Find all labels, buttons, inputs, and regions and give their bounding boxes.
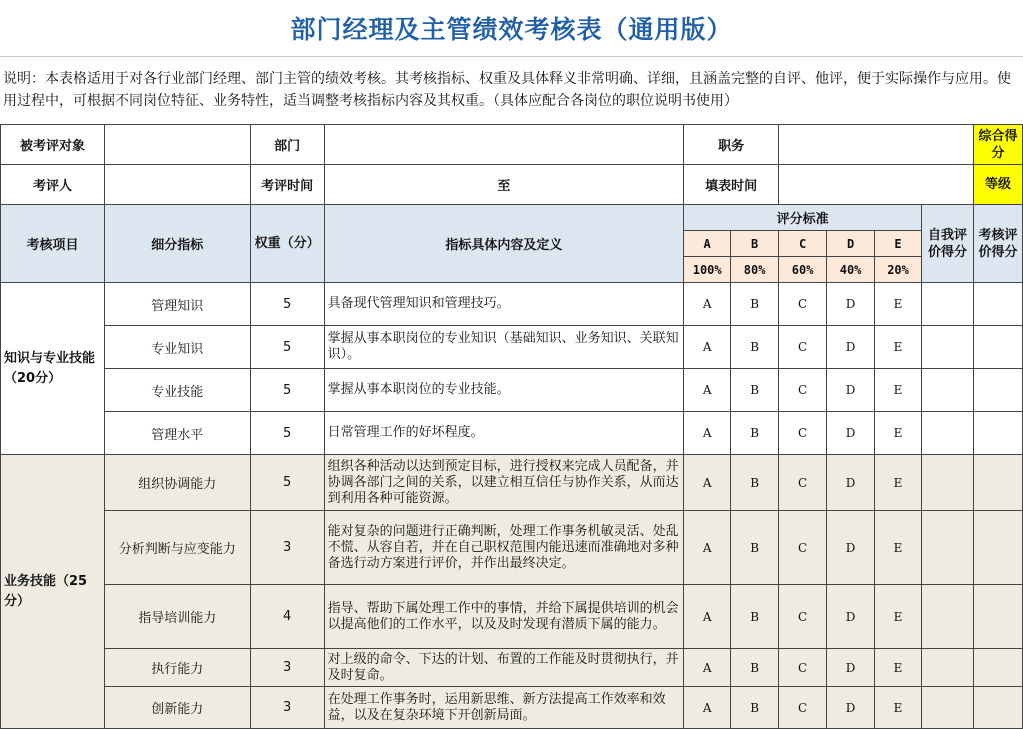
grade-option-a[interactable]: A (684, 649, 731, 687)
evaluator-input-cell[interactable] (104, 165, 250, 205)
eval-time-label: 考评时间 (250, 165, 324, 205)
grade-option-a[interactable]: A (684, 412, 731, 455)
header-definition: 指标具体内容及定义 (324, 205, 684, 283)
grade-option-c[interactable]: C (779, 511, 827, 585)
weight-cell: 5 (250, 455, 324, 511)
definition-cell: 具备现代管理知识和管理技巧。 (324, 283, 684, 326)
grade-option-d[interactable]: D (827, 585, 875, 649)
grade-option-d[interactable]: D (827, 649, 875, 687)
self-score-cell[interactable] (922, 369, 974, 412)
grade-option-a[interactable]: A (684, 369, 731, 412)
dept-label: 部门 (250, 125, 324, 165)
self-score-cell[interactable] (922, 283, 974, 326)
position-label: 职务 (684, 125, 779, 165)
table-row (1, 511, 1023, 585)
table-row (1, 369, 1023, 412)
grade-option-b[interactable]: B (731, 687, 779, 729)
indicator-cell: 创新能力 (104, 687, 250, 729)
weight-cell: 5 (250, 326, 324, 369)
grade-option-d[interactable]: D (827, 326, 875, 369)
weight-cell: 5 (250, 369, 324, 412)
grade-option-c[interactable]: C (779, 687, 827, 729)
eval-time-range-cell[interactable]: 至 (324, 165, 684, 205)
grade-option-e[interactable]: E (875, 369, 922, 412)
definition-cell: 组织各种活动以达到预定目标，进行授权来完成人员配备，并协调各部门之间的关系，以建立相互信任与协作关系，从而达到利用各种可能资源。 (324, 455, 684, 511)
table-row (1, 687, 1023, 729)
indicator-cell: 专业知识 (104, 326, 250, 369)
final-score-cell[interactable] (973, 649, 1022, 687)
weight-cell: 3 (250, 687, 324, 729)
indicator-cell: 组织协调能力 (104, 455, 250, 511)
evaluation-table (0, 124, 1023, 729)
grade-option-b[interactable]: B (731, 511, 779, 585)
header-final-score: 考核评价得分 (973, 205, 1022, 283)
section-name: 业务技能（25分） (1, 455, 105, 729)
grade-option-b[interactable]: B (731, 649, 779, 687)
grade-option-a[interactable]: A (684, 326, 731, 369)
grade-label: 等级 (973, 165, 1022, 205)
percent-e: 20% (875, 257, 922, 283)
percent-b: 80% (731, 257, 779, 283)
grade-option-c[interactable]: C (779, 369, 827, 412)
evaluatee-input-cell[interactable] (104, 125, 250, 165)
grade-option-a[interactable]: A (684, 511, 731, 585)
header-criteria: 评分标准 (684, 205, 922, 231)
definition-cell: 在处理工作事务时，运用新思维、新方法提高工作效率和效益，以及在复杂环境下开创新局面。 (324, 687, 684, 729)
weight-cell: 5 (250, 283, 324, 326)
grade-option-d[interactable]: D (827, 369, 875, 412)
weight-cell: 4 (250, 585, 324, 649)
grade-option-d[interactable]: D (827, 412, 875, 455)
weight-cell: 3 (250, 511, 324, 585)
grade-option-c[interactable]: C (779, 326, 827, 369)
table-row (1, 326, 1023, 369)
final-score-cell[interactable] (973, 687, 1022, 729)
self-score-cell[interactable] (922, 687, 974, 729)
grade-option-b[interactable]: B (731, 283, 779, 326)
grade-option-d[interactable]: D (827, 687, 875, 729)
grade-header-a: A (684, 231, 731, 257)
fill-time-input-cell[interactable] (779, 165, 974, 205)
grade-option-e[interactable]: E (875, 455, 922, 511)
header-self-score: 自我评价得分 (922, 205, 974, 283)
grade-header-b: B (731, 231, 779, 257)
final-score-cell[interactable] (973, 455, 1022, 511)
grade-option-d[interactable]: D (827, 511, 875, 585)
percent-a: 100% (684, 257, 731, 283)
fill-time-label: 填表时间 (684, 165, 779, 205)
definition-cell: 能对复杂的问题进行正确判断，处理工作事务机敏灵活、处乱不慌、从容自若，并在自己职权范围内能迅速而准确地对多种备选行动方案进行评价，并作出最终决定。 (324, 511, 684, 585)
grade-option-b[interactable]: B (731, 326, 779, 369)
grade-option-e[interactable]: E (875, 687, 922, 729)
evaluator-label: 考评人 (1, 165, 105, 205)
table-row (1, 283, 1023, 326)
definition-cell: 掌握从事本职岗位的专业知识（基础知识、业务知识、关联知识）。 (324, 326, 684, 369)
indicator-cell: 执行能力 (104, 649, 250, 687)
grade-option-a[interactable]: A (684, 585, 731, 649)
final-score-cell[interactable] (973, 369, 1022, 412)
final-score-cell[interactable] (973, 412, 1022, 455)
final-score-cell[interactable] (973, 326, 1022, 369)
indicator-cell: 管理水平 (104, 412, 250, 455)
definition-cell: 指导、帮助下属处理工作中的事情，并给下属提供培训的机会以提高他们的工作水平，以及及时发现有潜质下属的能力。 (324, 585, 684, 649)
table-row (1, 585, 1023, 649)
grade-option-e[interactable]: E (875, 585, 922, 649)
description-text: 说明：本表格适用于对各行业部门经理、部门主管的绩效考核。其考核指标、权重及具体释义非常明确、详细，且涵盖完整的自评、他评，便于实际操作与应用。使用过程中，可根据不同岗位特征、业务特性，适当调整考核指标内容及其权重。（具体应配合各岗位的职位说明书使用） (3, 71, 1011, 109)
final-score-cell[interactable] (973, 585, 1022, 649)
indicator-cell: 管理知识 (104, 283, 250, 326)
grade-header-e: E (875, 231, 922, 257)
dept-input-cell[interactable] (324, 125, 684, 165)
section-name: 知识与专业技能（20分） (1, 283, 105, 455)
total-score-label: 综合得分 (973, 125, 1022, 165)
grade-option-b[interactable]: B (731, 455, 779, 511)
table-row (1, 412, 1023, 455)
grade-option-e[interactable]: E (875, 511, 922, 585)
indicator-cell: 分析判断与应变能力 (104, 511, 250, 585)
grade-option-a[interactable]: A (684, 455, 731, 511)
grade-option-e[interactable]: E (875, 283, 922, 326)
self-score-cell[interactable] (922, 585, 974, 649)
definition-cell: 日常管理工作的好坏程度。 (324, 412, 684, 455)
self-score-cell[interactable] (922, 412, 974, 455)
weight-cell: 3 (250, 649, 324, 687)
header-item: 考核项目 (1, 205, 105, 283)
table-row (1, 455, 1023, 511)
self-score-cell[interactable] (922, 649, 974, 687)
position-input-cell[interactable] (779, 125, 974, 165)
indicator-cell: 指导培训能力 (104, 585, 250, 649)
sheet-title: 部门经理及主管绩效考核表（通用版） (290, 15, 733, 44)
sheet-title-bar (0, 0, 1023, 57)
grade-option-e[interactable]: E (875, 412, 922, 455)
definition-cell: 掌握从事本职岗位的专业技能。 (324, 369, 684, 412)
grade-option-c[interactable]: C (779, 283, 827, 326)
self-score-cell[interactable] (922, 511, 974, 585)
grade-option-b[interactable]: B (731, 412, 779, 455)
grade-header-d: D (827, 231, 875, 257)
grade-header-c: C (779, 231, 827, 257)
grade-option-c[interactable]: C (779, 649, 827, 687)
grade-option-c[interactable]: C (779, 412, 827, 455)
self-score-cell[interactable] (922, 326, 974, 369)
grade-option-d[interactable]: D (827, 283, 875, 326)
table-row (1, 649, 1023, 687)
weight-cell: 5 (250, 412, 324, 455)
grade-option-d[interactable]: D (827, 455, 875, 511)
grade-option-b[interactable]: B (731, 369, 779, 412)
header-indicator: 细分指标 (104, 205, 250, 283)
evaluatee-label: 被考评对象 (1, 125, 105, 165)
grade-option-c[interactable]: C (779, 455, 827, 511)
grade-option-a[interactable]: A (684, 283, 731, 326)
grade-option-c[interactable]: C (779, 585, 827, 649)
final-score-cell[interactable] (973, 283, 1022, 326)
final-score-cell[interactable] (973, 511, 1022, 585)
percent-d: 40% (827, 257, 875, 283)
grade-option-a[interactable]: A (684, 687, 731, 729)
definition-cell: 对上级的命令、下达的计划、布置的工作能及时贯彻执行，并及时复命。 (324, 649, 684, 687)
self-score-cell[interactable] (922, 455, 974, 511)
grade-option-e[interactable]: E (875, 326, 922, 369)
header-weight: 权重（分） (250, 205, 324, 283)
percent-c: 60% (779, 257, 827, 283)
grade-option-e[interactable]: E (875, 649, 922, 687)
grade-option-b[interactable]: B (731, 585, 779, 649)
indicator-cell: 专业技能 (104, 369, 250, 412)
